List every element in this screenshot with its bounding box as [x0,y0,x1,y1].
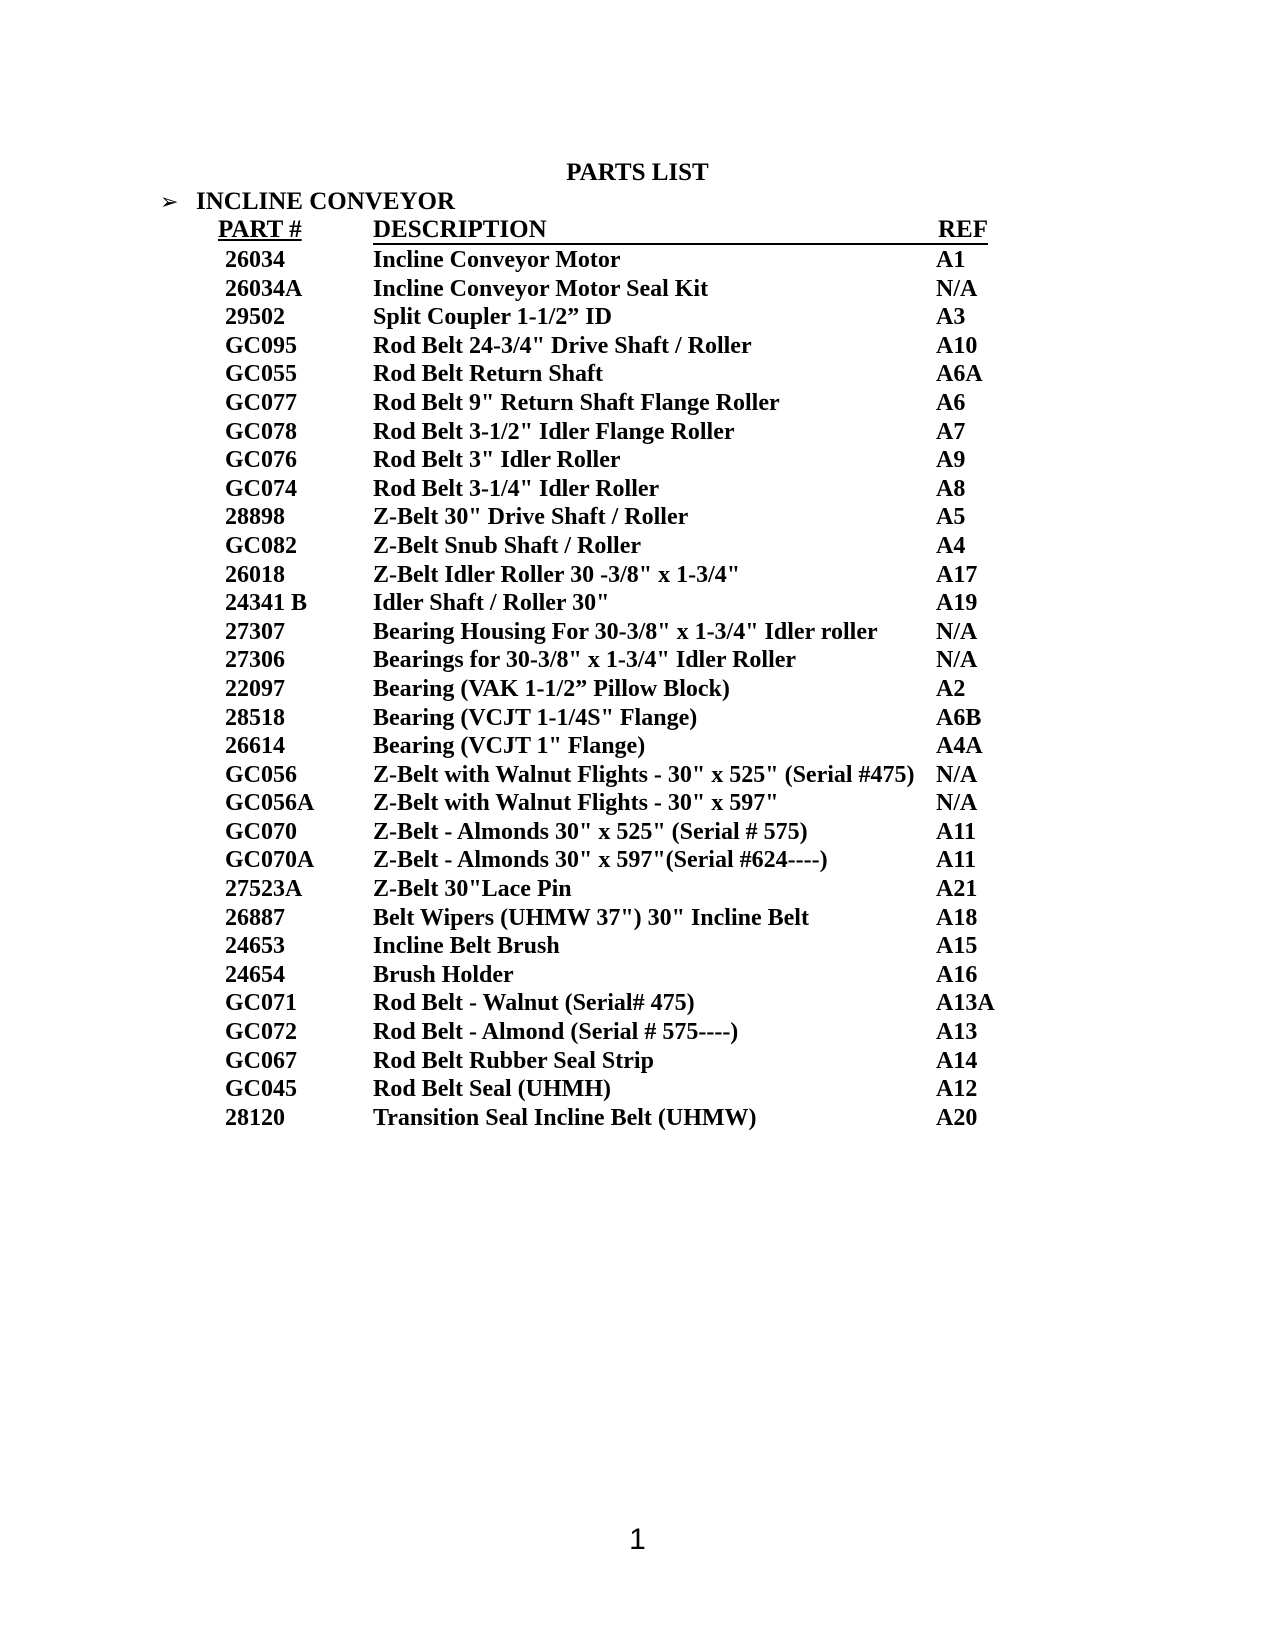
description-cell: Rod Belt 3" Idler Roller [373,447,621,474]
ref-cell: A7 [936,418,966,445]
section-heading-text: INCLINE CONVEYOR [196,188,456,215]
description-cell: Z-Belt Snub Shaft / Roller [373,532,642,559]
ref-cell: A2 [936,675,966,702]
table-row [0,446,1275,475]
table-row [0,646,1275,675]
ref-cell: A10 [936,332,978,359]
ref-cell: A8 [936,475,966,502]
ref-cell: A6A [936,361,983,388]
table-row [0,818,1275,847]
table-row [0,675,1275,704]
ref-cell: A11 [936,847,977,874]
ref-cell: A14 [936,1047,978,1074]
part-number-cell: 28898 [225,504,285,531]
description-cell: Rod Belt - Walnut (Serial# 475) [373,990,695,1017]
part-number-cell: GC070A [225,847,315,874]
description-cell: Z-Belt Idler Roller 30 -3/8" x 1-3/4" [373,561,741,588]
table-row [0,360,1275,389]
table-row [0,1075,1275,1104]
description-cell: Bearings for 30-3/8" x 1-3/4" Idler Roller [373,647,797,674]
part-number-cell: 26887 [225,904,285,931]
part-number-cell: 27307 [225,618,285,645]
ref-cell: A21 [936,876,978,903]
part-number-cell: 28120 [225,1104,285,1131]
column-header-part: PART # [218,216,302,243]
description-cell: Rod Belt 3-1/4" Idler Roller [373,475,660,502]
ref-cell: N/A [936,275,978,302]
description-cell: Rod Belt 9" Return Shaft Flange Roller [373,389,780,416]
table-row [0,618,1275,647]
table-row [0,303,1275,332]
table-row [0,932,1275,961]
part-number-cell: 27306 [225,647,285,674]
part-number-cell: GC070 [225,818,297,845]
part-number-cell: 26034A [225,275,303,302]
description-cell: Z-Belt - Almonds 30" x 525" (Serial # 575) [373,818,808,845]
table-row [0,589,1275,618]
part-number-cell: 28518 [225,704,285,731]
part-number-cell: 24653 [225,933,285,960]
description-cell: Bearing (VCJT 1-1/4S" Flange) [373,704,698,731]
part-number-cell: GC078 [225,418,297,445]
description-cell: Brush Holder [373,961,514,988]
part-number-cell: GC071 [225,990,297,1017]
table-row [0,475,1275,504]
part-number-cell: GC072 [225,1019,297,1046]
part-number-cell: 22097 [225,675,285,702]
part-number-cell: 29502 [225,304,285,331]
ref-cell: A3 [936,304,966,331]
table-row [0,875,1275,904]
description-cell: Bearing (VAK 1-1/2” Pillow Block) [373,675,730,702]
part-number-cell: GC095 [225,332,297,359]
description-cell: Z-Belt 30"Lace Pin [373,876,572,903]
table-row [0,418,1275,447]
description-cell: Incline Belt Brush [373,933,560,960]
part-number-cell: GC056A [225,790,315,817]
arrow-bullet-icon: ➢ [160,189,179,214]
part-number-cell: GC045 [225,1076,297,1103]
description-cell: Z-Belt with Walnut Flights - 30" x 597" [373,790,779,817]
description-cell: Incline Conveyor Motor [373,247,621,273]
part-number-cell: GC067 [225,1047,297,1074]
ref-cell: A4 [936,532,966,559]
description-cell: Split Coupler 1-1/2” ID [373,304,612,331]
part-number-cell: 26034 [225,247,285,273]
part-number-cell: 26018 [225,561,285,588]
table-row [0,846,1275,875]
parts-table-body [0,246,1275,1132]
table-row [0,789,1275,818]
table-row [0,961,1275,990]
description-cell: Rod Belt 24-3/4" Drive Shaft / Roller [373,332,752,359]
description-cell: Transition Seal Incline Belt (UHMW) [373,1104,757,1131]
part-number-cell: 24654 [225,961,285,988]
description-cell: Z-Belt - Almonds 30" x 597"(Serial #624----) [373,847,828,874]
ref-cell: A16 [936,961,978,988]
table-row [0,1018,1275,1047]
table-row [0,1104,1275,1133]
ref-cell: A4A [936,733,983,760]
ref-cell: N/A [936,761,978,788]
ref-cell: A13A [936,990,995,1017]
table-row [0,761,1275,790]
ref-cell: A6B [936,704,982,731]
part-number-cell: GC077 [225,389,297,416]
part-number-cell: GC074 [225,475,297,502]
table-row [0,503,1275,532]
page-title: PARTS LIST [566,159,709,186]
table-row [0,989,1275,1018]
ref-cell: A1 [936,247,966,273]
table-row [0,332,1275,361]
ref-cell: N/A [936,647,978,674]
table-row [0,275,1275,304]
description-cell: Z-Belt with Walnut Flights - 30" x 525" (Serial #475) [373,761,915,788]
table-row [0,904,1275,933]
table-row [0,561,1275,590]
description-cell: Rod Belt Rubber Seal Strip [373,1047,654,1074]
part-number-cell: 26614 [225,733,285,760]
description-cell: Incline Conveyor Motor Seal Kit [373,275,709,302]
part-number-cell: GC055 [225,361,297,388]
description-cell: Bearing Housing For 30-3/8" x 1-3/4" Idler roller [373,618,878,645]
ref-cell: A20 [936,1104,978,1131]
part-number-cell: GC082 [225,532,297,559]
table-row [0,1047,1275,1076]
page-number: 1 [629,1523,646,1556]
description-cell: Bearing (VCJT 1" Flange) [373,733,646,760]
part-number-cell: GC056 [225,761,297,788]
ref-cell: A13 [936,1019,978,1046]
column-header-ref: REF [938,216,988,243]
description-cell: Z-Belt 30" Drive Shaft / Roller [373,504,689,531]
table-row [0,389,1275,418]
description-cell: Rod Belt Seal (UHMH) [373,1076,611,1103]
section-heading [160,187,455,217]
table-row [0,246,1275,275]
column-header-description: DESCRIPTION [373,215,988,245]
ref-cell: N/A [936,790,978,817]
ref-cell: A11 [936,818,977,845]
part-number-cell: 24341 B [225,590,308,617]
ref-cell: A18 [936,904,978,931]
description-cell: Idler Shaft / Roller 30" [373,590,610,617]
table-row [0,532,1275,561]
description-cell: Belt Wipers (UHMW 37") 30" Incline Belt [373,904,809,931]
ref-cell: N/A [936,618,978,645]
ref-cell: A19 [936,590,978,617]
description-cell: Rod Belt - Almond (Serial # 575----) [373,1019,739,1046]
ref-cell: A9 [936,447,966,474]
ref-cell: A6 [936,389,966,416]
ref-cell: A15 [936,933,978,960]
part-number-cell: GC076 [225,447,297,474]
ref-cell: A12 [936,1076,978,1103]
parts-table-header [218,215,988,245]
table-row [0,704,1275,733]
description-cell: Rod Belt Return Shaft [373,361,604,388]
description-cell: Rod Belt 3-1/2" Idler Flange Roller [373,418,735,445]
ref-cell: A5 [936,504,966,531]
ref-cell: A17 [936,561,978,588]
part-number-cell: 27523A [225,876,303,903]
table-row [0,732,1275,761]
